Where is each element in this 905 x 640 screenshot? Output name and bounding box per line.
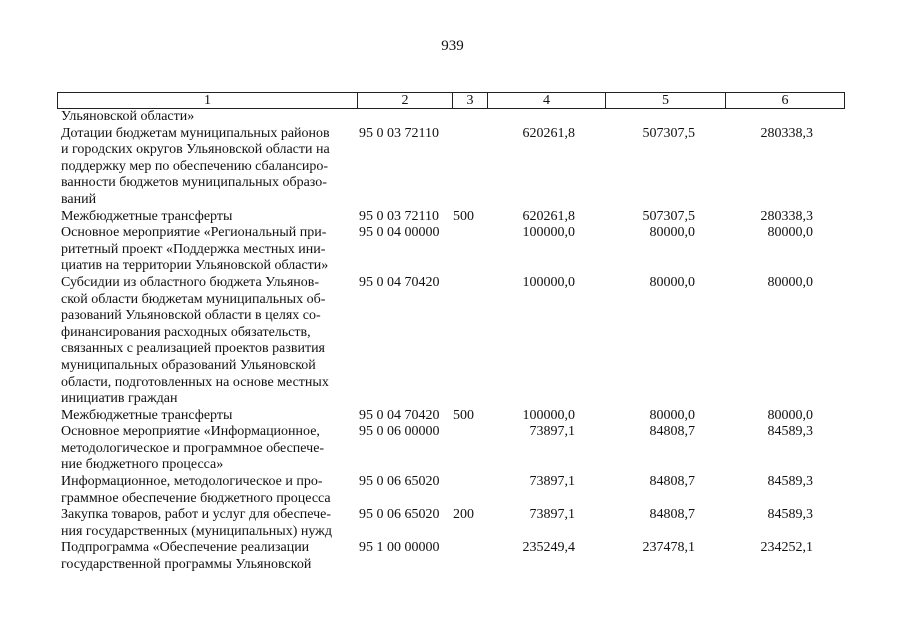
row-code: 95 0 06 00000 (359, 424, 440, 440)
description-line: методологическое и программное обеспече- (61, 440, 325, 456)
row-code: 95 0 04 70420 (359, 274, 440, 290)
budget-table (57, 92, 845, 574)
table-header (57, 92, 845, 109)
row-description (57, 540, 357, 573)
description-line: государственной программы Ульяновской (61, 557, 312, 573)
row-description (57, 507, 357, 540)
table-row (57, 126, 845, 209)
row-value-6: 84589,3 (767, 424, 813, 440)
header-col-2: 2 (358, 93, 453, 108)
row-value-6: 234252,1 (760, 540, 813, 556)
row-value-5: 80000,0 (649, 225, 695, 241)
header-col-5: 5 (606, 93, 726, 108)
table-row (57, 408, 845, 425)
description-line: разований Ульяновской области в целях со- (61, 308, 321, 324)
row-description (57, 424, 357, 474)
description-line: ритетный проект «Поддержка местных ини- (61, 241, 326, 257)
row-value-4: 100000,0 (522, 407, 575, 423)
row-description (57, 408, 357, 425)
description-line: Межбюджетные трансферты (61, 208, 233, 224)
description-line: циатив на территории Ульяновской области» (61, 258, 329, 274)
row-value-5: 507307,5 (642, 125, 695, 141)
row-description (57, 275, 357, 408)
description-line: поддержку мер по обеспечению сбалансиро- (61, 158, 329, 174)
description-line: ние бюджетного процесса» (61, 457, 224, 473)
row-value-4: 73897,1 (529, 474, 575, 490)
row-value-5: 507307,5 (642, 208, 695, 224)
row-value-5: 237478,1 (642, 540, 695, 556)
description-line: инициатив граждан (61, 391, 178, 407)
row-value-6: 80000,0 (767, 407, 813, 423)
row-description (57, 225, 357, 275)
row-value-4: 100000,0 (522, 274, 575, 290)
row-code: 95 0 06 65020 (359, 474, 440, 490)
description-line: ния государственных (муниципальных) нужд (61, 523, 332, 539)
row-value-4: 73897,1 (529, 424, 575, 440)
description-line: и городских округов Ульяновской области на (61, 142, 330, 158)
description-line: граммное обеспечение бюджетного процесса (61, 490, 331, 506)
table-row (57, 275, 845, 408)
row-code: 95 0 06 65020 (359, 507, 440, 523)
header-col-4: 4 (488, 93, 606, 108)
table-body (57, 109, 845, 574)
page-number: 939 (441, 38, 464, 54)
row-value-4: 235249,4 (522, 540, 575, 556)
row-code: 95 0 04 00000 (359, 225, 440, 241)
description-line: Межбюджетные трансферты (61, 407, 233, 423)
row-value-4: 100000,0 (522, 225, 575, 241)
row-value-6: 280338,3 (760, 125, 813, 141)
table-row (57, 109, 845, 126)
table-row (57, 474, 845, 507)
table-row (57, 507, 845, 540)
row-type: 500 (453, 208, 474, 224)
row-type: 200 (453, 507, 474, 523)
table-row (57, 540, 845, 573)
description-line: Основное мероприятие «Региональный при- (61, 225, 327, 241)
description-line: Основное мероприятие «Информационное, (61, 424, 320, 440)
description-line: Подпрограмма «Обеспечение реализации (61, 540, 310, 556)
description-line: ванности бюджетов муниципальных образо- (61, 175, 327, 191)
table-row (57, 424, 845, 474)
row-description (57, 126, 357, 209)
description-line: области, подготовленных на основе местных (61, 374, 329, 390)
description-line: ваний (61, 191, 97, 207)
row-code: 95 0 03 72110 (359, 125, 439, 141)
description-line: Информационное, методологическое и про- (61, 474, 323, 490)
row-value-6: 84589,3 (767, 507, 813, 523)
row-value-6: 80000,0 (767, 225, 813, 241)
row-value-5: 84808,7 (649, 507, 695, 523)
row-value-5: 84808,7 (649, 474, 695, 490)
description-line: Ульяновской области» (61, 109, 195, 124)
row-value-5: 80000,0 (649, 274, 695, 290)
row-value-5: 80000,0 (649, 407, 695, 423)
row-description (57, 474, 357, 507)
row-code: 95 0 03 72110 (359, 208, 439, 224)
table-row (57, 225, 845, 275)
description-line: муниципальных образований Ульяновской (61, 357, 316, 373)
row-value-6: 280338,3 (760, 208, 813, 224)
header-col-6: 6 (781, 93, 789, 108)
description-line: связанных с реализацией проектов развития (61, 341, 325, 357)
header-col-3: 3 (453, 93, 488, 108)
row-description (57, 109, 357, 126)
description-line: ской области бюджетам муниципальных об- (61, 291, 326, 307)
table-row (57, 209, 845, 226)
row-value-6: 84589,3 (767, 474, 813, 490)
row-value-4: 620261,8 (522, 125, 575, 141)
row-value-4: 73897,1 (529, 507, 575, 523)
row-value-4: 620261,8 (522, 208, 575, 224)
header-col-1: 1 (58, 93, 358, 108)
description-line: Закупка товаров, работ и услуг для обеспече- (61, 507, 332, 523)
row-code: 95 0 04 70420 (359, 407, 440, 423)
row-code: 95 1 00 00000 (359, 540, 440, 556)
row-type: 500 (453, 407, 474, 423)
description-line: Субсидии из областного бюджета Ульянов- (61, 274, 320, 290)
row-value-5: 84808,7 (649, 424, 695, 440)
description-line: Дотации бюджетам муниципальных районов (61, 125, 330, 141)
description-line: финансирования расходных обязательств, (61, 324, 311, 340)
row-value-6: 80000,0 (767, 274, 813, 290)
row-description (57, 209, 357, 226)
